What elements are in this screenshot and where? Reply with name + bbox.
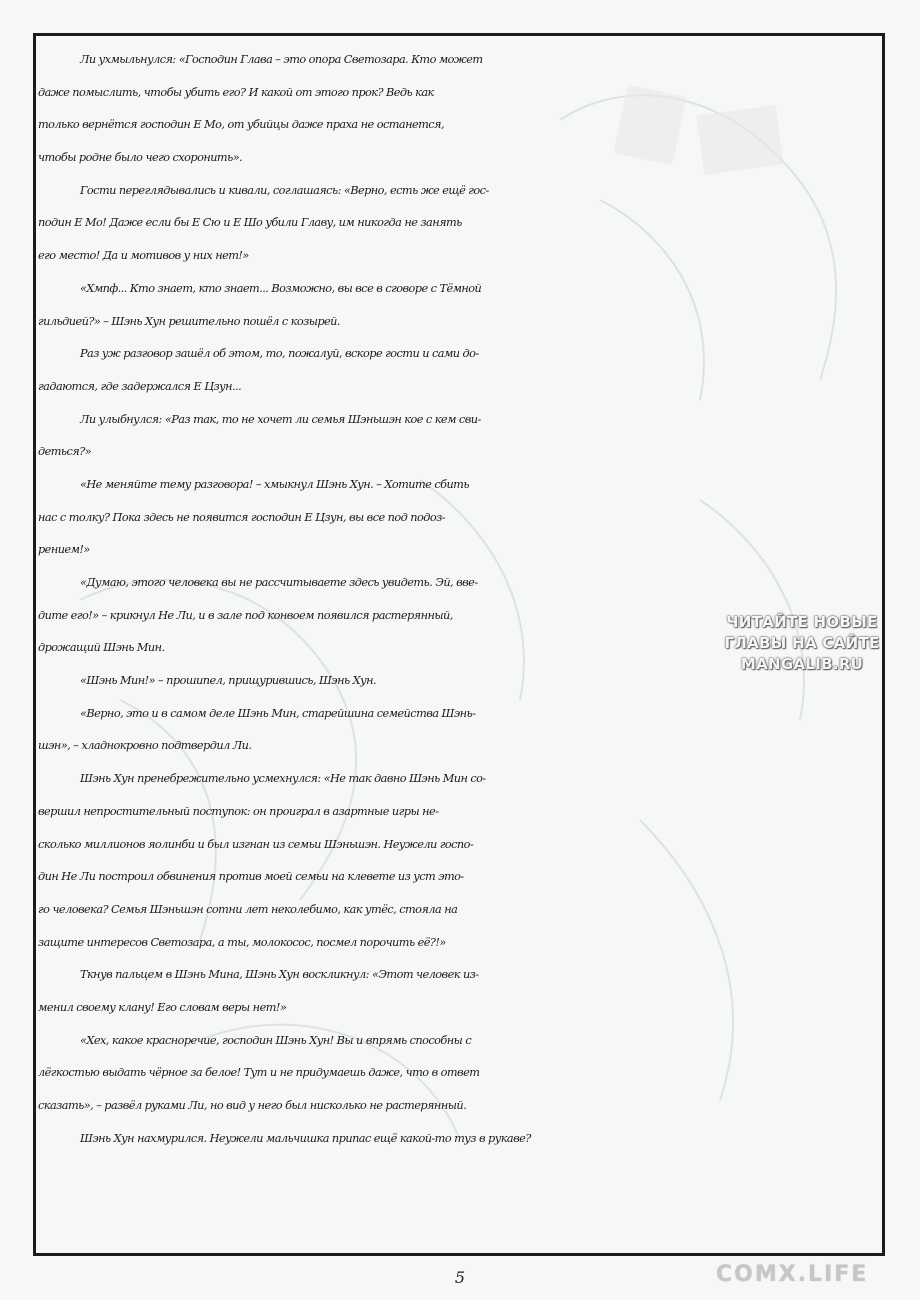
text-line: только вернётся господин Е Мо, от убийцы даже праха не останется, xyxy=(38,118,445,132)
text-line: дрожащий Шэнь Мин. xyxy=(38,641,165,655)
text-line: шэн», – хладнокровно подтвердил Ли. xyxy=(38,739,252,753)
watermark-line-2: ГЛАВЫ НА САЙТЕ xyxy=(724,634,880,652)
text-line: «Думаю, этого человека вы не рассчитываете здесь увидеть. Эй, вве- xyxy=(80,576,478,589)
text-line: «Шэнь Мин!» – прошипел, прищурившись, Шэнь Хун. xyxy=(80,674,377,688)
text-line: менил своему клану! Его словам веры нет!» xyxy=(38,1000,287,1014)
text-line: «Верно, это и в самом деле Шэнь Мин, старейшина семейства Шэнь- xyxy=(80,706,476,720)
watermark-line-3: MANGALIB.RU xyxy=(740,655,864,673)
site-watermark: COMX.LIFE xyxy=(716,1262,869,1287)
watermark-line-1: ЧИТАЙТЕ НОВЫЕ xyxy=(726,613,878,631)
text-line: подин Е Мо! Даже если бы Е Сю и Е Шо убили Главу, им никогда не занять xyxy=(38,216,462,230)
text-line: его место! Да и мотивов у них нет!» xyxy=(38,249,249,263)
text-line: защите интересов Светозара, а ты, молокосос, посмел порочить её?!» xyxy=(38,935,446,949)
text-line: даже помыслить, чтобы убить его? И какой от этого прок? Ведь как xyxy=(38,85,434,99)
text-line: гильдией?» – Шэнь Хун решительно пошёл с козырей. xyxy=(38,314,340,328)
text-line: «Не меняйте тему разговора! – хмыкнул Шэнь Хун. – Хотите сбить xyxy=(80,477,469,491)
text-line: дин Не Ли построил обвинения против моей семьи на клевете из уст это- xyxy=(38,870,464,884)
text-line: Гости переглядывались и кивали, соглашаясь: «Верно, есть же ещё гос- xyxy=(80,183,489,197)
text-line: «Хмпф... Кто знает, кто знает... Возможно, вы все в сговоре с Тёмной xyxy=(80,281,482,295)
text-line: Ли улыбнулся: «Раз так, то не хочет ли семья Шэньшэн кое с кем сви- xyxy=(80,412,481,426)
text-line: деться?» xyxy=(38,445,92,459)
text-line: Шэнь Хун пренебрежительно усмехнулся: «Не так давно Шэнь Мин со- xyxy=(80,772,486,786)
text-line: дите его!» – крикнул Не Ли, и в зале под конвоем появился растерянный, xyxy=(38,608,453,622)
text-line: лёгкостью выдать чёрное за белое! Тут и не придумаешь даже, что в ответ xyxy=(38,1066,480,1080)
text-line: сказать», – развёл руками Ли, но вид у него был нисколько не растерянный. xyxy=(38,1099,467,1112)
text-line: чтобы родне было чего схоронить». xyxy=(38,151,243,165)
page-number: 5 xyxy=(454,1268,466,1287)
mangalib-watermark xyxy=(712,612,892,692)
text-line: Ли ухмыльнулся: «Господин Глава – это опора Светозара. Кто может xyxy=(80,53,483,66)
text-line: Шэнь Хун нахмурился. Неужели мальчишка припас ещё какой-то туз в рукаве? xyxy=(80,1131,531,1145)
text-line: нас с толку? Пока здесь не появится господин Е Цзун, вы все под подоз- xyxy=(38,510,445,524)
text-line: рением!» xyxy=(38,543,90,557)
text-line: Раз уж разговор зашёл об этом, то, пожалуй, вскоре гости и сами до- xyxy=(80,347,479,361)
text-line: Ткнув пальцем в Шэнь Мина, Шэнь Хун воскликнул: «Этот человек из- xyxy=(80,968,479,982)
text-line: гадаются, где задержался Е Цзун... xyxy=(38,379,242,393)
text-line: «Хех, какое красноречие, господин Шэнь Хун! Вы и впрямь способны с xyxy=(80,1033,472,1047)
text-line: го человека? Семья Шэньшэн сотни лет неколебимо, как утёс, стояла на xyxy=(38,902,458,916)
text-line: вершил непростительный поступок: он проиграл в азартные игры не- xyxy=(38,804,439,818)
text-line: сколько миллионов яолинби и был изгнан из семьи Шэньшэн. Неужели госпо- xyxy=(38,837,474,851)
